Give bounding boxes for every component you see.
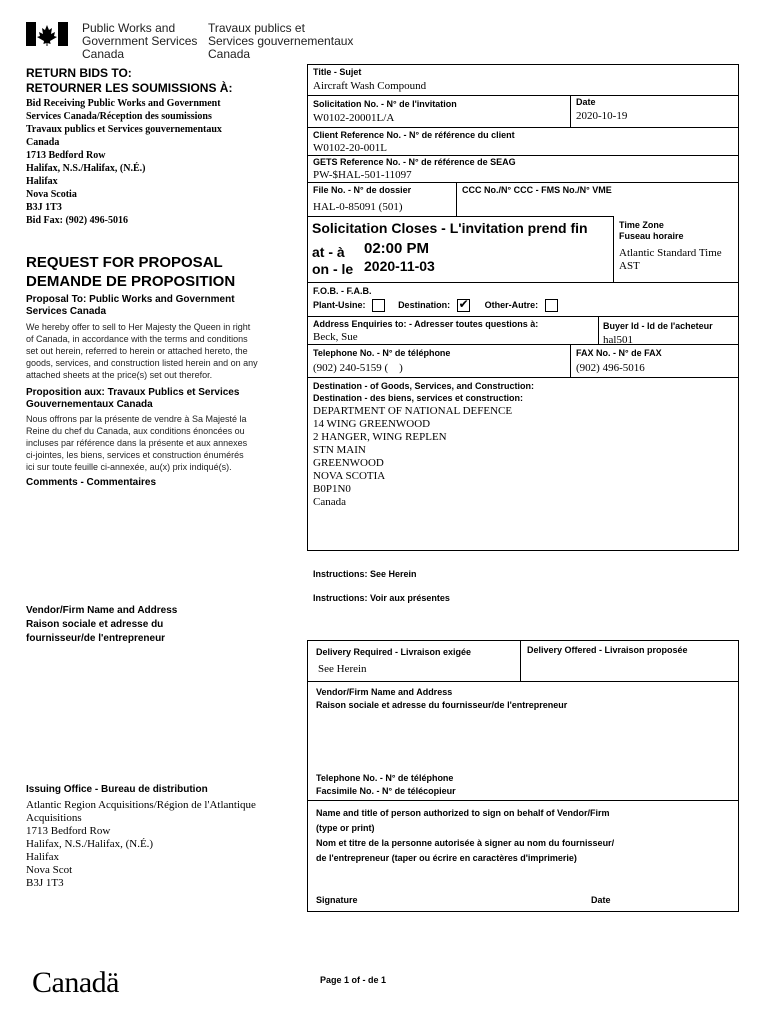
checkmark-icon: ✔ [458,297,469,311]
return-bids-address: Bid Receiving Public Works and Government Services Canada/Réception des soumissions Travaux publics et Services gouvernementaux Canada 1713 Bedford Row Halifax, N.S./Halifax, (N.É.) Halifax Nova Scotia B3J 1T3 Bid Fax: (902) 496-5016 [26,98,222,226]
delivery-required-label: Delivery Required - Livraison exigée [316,647,472,657]
canada-wordmark: Canadä [32,966,119,999]
other-autre-label: Other-Autre: [484,299,539,310]
plant-usine-label: Plant-Usine: [313,299,366,310]
delivery-offered-label: Delivery Offered - Livraison proposée [527,645,688,655]
destination-address: DEPARTMENT OF NATIONAL DEFENCE 14 WING GREENWOOD 2 HANGER, WING REPLEN STN MAIN GREENWOOD NOVA SCOTIA B0P1N0 Canada [313,405,513,508]
department-name-en: Public Works and Government Services Canada [82,21,198,61]
closing-date-label: on - le [312,261,354,277]
date-value: 2020-10-19 [576,110,628,122]
issuing-office-title: Issuing Office - Bureau de distribution [26,784,208,795]
address-enquiries-label: Address Enquiries to: - Adresser toutes questions à: [313,319,539,329]
vendor-firm-label-left: Vendor/Firm Name and Address Raison sociale et adresse du fournisseur/de l'entrepreneur [26,605,178,644]
ccc-label: CCC No./N° CCC - FMS No./N° VME [462,185,612,195]
client-ref-label: Client Reference No. - N° de référence du client [313,130,515,140]
destination-label: Destination - of Goods, Services, and Construction: Destination - des biens, services et construction: [313,381,535,403]
authorized-signer-label: Name and title of person authorized to sign on behalf of Vendor/Firm (type or print) Nom et titre de la personne autorisée à signer au nom du fournisseur/ de l'entrepreneur (taper ou écrire en caractères d'imprimerie) [316,808,615,863]
page-number: Page 1 of - de 1 [320,975,387,985]
date-label: Date [576,97,596,107]
address-enquiries-value: Beck, Sue [313,331,358,343]
file-no-value: HAL-0-85091 (501) [313,201,403,213]
signature-label: Signature [316,895,358,905]
closing-date-value: 2020-11-03 [364,258,435,274]
plant-checkbox[interactable] [372,299,385,312]
fob-label: F.O.B. - F.A.B. [313,286,372,296]
proposal-to-en: Proposal To: Public Works and Government Services Canada [26,294,235,317]
issuing-office-address: Atlantic Region Acquisitions/Région de l'Atlantique Acquisitions 1713 Bedford Row Halifax, N.S./Halifax, (N.É.) Halifax Nova Scot B3J 1T3 [26,799,256,889]
destination-option-label: Destination: [398,299,451,310]
destination-checkbox[interactable] [457,299,470,312]
phone-label: Telephone No. - N° de téléphone [313,348,451,358]
vendor-firm-label: Vendor/Firm Name and Address Raison sociale et adresse du fournisseur/de l'entrepreneur [316,687,568,710]
buyer-id-label: Buyer Id - Id de l'acheteur [603,321,713,331]
closing-time-label: at - à [312,244,345,260]
other-checkbox[interactable] [545,299,558,312]
solicitation-label: Solicitation No. - N° de l'invitation [313,99,457,109]
return-bids-title: RETURN BIDS TO: RETOURNER LES SOUMISSIONS À: [26,66,233,95]
telephone-fax-labels: Telephone No. - N° de téléphone Facsimile No. - N° de télécopieur [316,773,456,796]
proposal-to-fr: Proposition aux: Travaux Publics et Services Gouvernementaux Canada [26,387,240,410]
comments-label: Comments - Commentaires [26,477,157,488]
title-value: Aircraft Wash Compound [313,80,427,92]
gets-label: GETS Reference No. - N° de référence de SEAG [313,157,516,167]
phone-value: (902) 240-5159 ( ) [313,362,403,374]
offer-text-en: We hereby offer to sell to Her Majesty the Queen in right of Canada, in accordance with the terms and conditions set out herein, referred to herein or attached hereto, the goods, services, and construction listed herein and on any attached sheets at the price(s) set out therefor. [26,322,258,380]
solicitation-closes-title: Solicitation Closes - L'invitation prend fin [312,220,588,236]
time-zone-value: Atlantic Standard Time AST [619,247,722,272]
buyer-id-value: hal501 [603,334,633,346]
instructions-en: Instructions: See Herein [313,569,417,579]
gets-value: PW-$HAL-501-11097 [313,169,412,181]
instructions-fr: Instructions: Voir aux présentes [313,593,450,603]
delivery-required-value: See Herein [318,663,367,675]
offer-text-fr: Nous offrons par la présente de vendre à Sa Majesté la Reine du chef du Canada, aux conditions énoncées ou incluses par référence dans la présente et aux annexes ci-jointes, les biens, services et construction énumérés ici sur toute feuille ci-annexée, au(x) prix indiqué(s). [26,414,248,472]
fob-options [313,299,558,312]
rfp-title: REQUEST FOR PROPOSAL DEMANDE DE PROPOSITION [26,254,236,290]
client-ref-value: W0102-20-001L [313,142,387,154]
department-name-fr: Travaux publics et Services gouvernementaux Canada [208,21,354,61]
signature-date-label: Date [591,895,611,905]
fax-value: (902) 496-5016 [576,362,645,374]
file-no-label: File No. - N° de dossier [313,185,412,195]
fax-label: FAX No. - N° de FAX [576,348,662,358]
solicitation-value: W0102-20001L/A [313,112,395,124]
time-zone-label: Time Zone Fuseau horaire [619,220,684,241]
closing-time-value: 02:00 PM [364,240,430,257]
title-label: Title - Sujet [313,67,362,77]
canada-flag-icon [26,22,68,46]
